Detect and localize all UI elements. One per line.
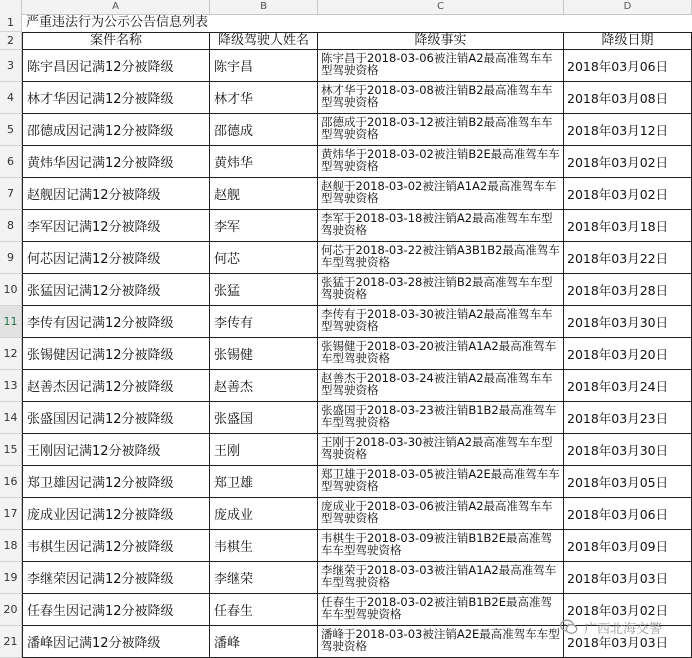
downgrade-fact-cell[interactable]: 任春生于2018-03-02被注销B1B2E最高准驾车车型驾驶资格 xyxy=(318,594,564,626)
downgrade-date-cell[interactable]: 2018年03月20日 xyxy=(564,338,692,370)
row-number[interactable]: 16 xyxy=(0,466,22,498)
downgrade-fact-cell[interactable]: 赵善杰于2018-03-24被注销A2最高准驾车车型驾驶资格 xyxy=(318,370,564,402)
row-number[interactable]: 10 xyxy=(0,274,22,306)
downgrade-fact-cell[interactable]: 黄炜华于2018-03-02被注销B2E最高准驾车车型驾驶资格 xyxy=(318,146,564,178)
row-number[interactable]: 12 xyxy=(0,338,22,370)
row-number[interactable]: 3 xyxy=(0,50,22,82)
case-name-cell[interactable]: 王刚因记满12分被降级 xyxy=(22,434,210,466)
case-name-cell[interactable]: 任春生因记满12分被降级 xyxy=(22,594,210,626)
header-case-name[interactable]: 案件名称 xyxy=(22,32,210,50)
driver-name-cell[interactable]: 郑卫雄 xyxy=(210,466,318,498)
column-header-a[interactable]: A xyxy=(22,0,210,14)
case-name-cell[interactable]: 郑卫雄因记满12分被降级 xyxy=(22,466,210,498)
downgrade-fact-cell[interactable]: 李继荣于2018-03-03被注销A1A2最高准驾车车型驾驶资格 xyxy=(318,562,564,594)
downgrade-date-cell[interactable]: 2018年03月28日 xyxy=(564,274,692,306)
downgrade-date-cell[interactable]: 2018年03月24日 xyxy=(564,370,692,402)
column-header-b[interactable]: B xyxy=(210,0,318,14)
case-name-cell[interactable]: 李继荣因记满12分被降级 xyxy=(22,562,210,594)
downgrade-date-cell[interactable]: 2018年03月05日 xyxy=(564,466,692,498)
header-date[interactable]: 降级日期 xyxy=(564,32,692,50)
downgrade-fact-cell[interactable]: 庞成业于2018-03-06被注销A2最高准驾车车型驾驶资格 xyxy=(318,498,564,530)
downgrade-date-cell[interactable]: 2018年03月08日 xyxy=(564,82,692,114)
driver-name-cell[interactable]: 黄炜华 xyxy=(210,146,318,178)
downgrade-fact-cell[interactable]: 张猛于2018-03-28被注销B2最高准驾车车型驾驶资格 xyxy=(318,274,564,306)
case-name-cell[interactable]: 陈宇昌因记满12分被降级 xyxy=(22,50,210,82)
case-name-cell[interactable]: 赵舰因记满12分被降级 xyxy=(22,178,210,210)
case-name-cell[interactable]: 庞成业因记满12分被降级 xyxy=(22,498,210,530)
downgrade-date-cell[interactable]: 2018年03月18日 xyxy=(564,210,692,242)
watermark xyxy=(560,616,662,638)
row-number[interactable]: 15 xyxy=(0,434,22,466)
row-number[interactable]: 13 xyxy=(0,370,22,402)
row-number[interactable]: 2 xyxy=(0,32,22,50)
row-number[interactable]: 4 xyxy=(0,82,22,114)
row-number[interactable]: 9 xyxy=(0,242,22,274)
case-name-cell[interactable]: 张盛国因记满12分被降级 xyxy=(22,402,210,434)
driver-name-cell[interactable]: 潘峰 xyxy=(210,626,318,658)
driver-name-cell[interactable]: 李传有 xyxy=(210,306,318,338)
driver-name-cell[interactable]: 张猛 xyxy=(210,274,318,306)
downgrade-fact-cell[interactable]: 邵德成于2018-03-12被注销B2最高准驾车车型驾驶资格 xyxy=(318,114,564,146)
header-driver-name[interactable]: 降级驾驶人姓名 xyxy=(210,32,318,50)
row-number[interactable]: 19 xyxy=(0,562,22,594)
row-number[interactable]: 18 xyxy=(0,530,22,562)
driver-name-cell[interactable]: 邵德成 xyxy=(210,114,318,146)
downgrade-date-cell[interactable]: 2018年03月23日 xyxy=(564,402,692,434)
downgrade-fact-cell[interactable]: 郑卫雄于2018-03-05被注销A2E最高准驾车车型驾驶资格 xyxy=(318,466,564,498)
driver-name-cell[interactable]: 庞成业 xyxy=(210,498,318,530)
driver-name-cell[interactable]: 王刚 xyxy=(210,434,318,466)
watermark-text: 广西北海交警 xyxy=(584,621,663,637)
driver-name-cell[interactable]: 陈宇昌 xyxy=(210,50,318,82)
sheet-title[interactable]: 严重违法行为公示公告信息列表 xyxy=(26,15,209,30)
downgrade-date-cell[interactable]: 2018年03月03日 xyxy=(564,562,692,594)
column-header-c[interactable]: C xyxy=(318,0,564,14)
driver-name-cell[interactable]: 张盛国 xyxy=(210,402,318,434)
downgrade-fact-cell[interactable]: 赵舰于2018-03-02被注销A1A2最高准驾车车型驾驶资格 xyxy=(318,178,564,210)
corner-cell[interactable] xyxy=(0,0,22,14)
downgrade-date-cell[interactable]: 2018年03月22日 xyxy=(564,242,692,274)
driver-name-cell[interactable]: 李继荣 xyxy=(210,562,318,594)
downgrade-date-cell[interactable]: 2018年03月03日 xyxy=(564,626,692,658)
case-name-cell[interactable]: 赵善杰因记满12分被降级 xyxy=(22,370,210,402)
row-number[interactable]: 6 xyxy=(0,146,22,178)
case-name-cell[interactable]: 张猛因记满12分被降级 xyxy=(22,274,210,306)
driver-name-cell[interactable]: 李军 xyxy=(210,210,318,242)
row-number[interactable]: 14 xyxy=(0,402,22,434)
driver-name-cell[interactable]: 任春生 xyxy=(210,594,318,626)
downgrade-fact-cell[interactable]: 林才华于2018-03-08被注销B2最高准驾车车型驾驶资格 xyxy=(318,82,564,114)
driver-name-cell[interactable]: 赵善杰 xyxy=(210,370,318,402)
downgrade-date-cell[interactable]: 2018年03月06日 xyxy=(564,50,692,82)
column-header-d[interactable]: D xyxy=(564,0,692,14)
downgrade-fact-cell[interactable]: 李传有于2018-03-30被注销A2最高准驾车车型驾驶资格 xyxy=(318,306,564,338)
case-name-cell[interactable]: 邵德成因记满12分被降级 xyxy=(22,114,210,146)
downgrade-fact-cell[interactable]: 潘峰于2018-03-03被注销A2E最高准驾车车型驾驶资格 xyxy=(318,626,564,658)
downgrade-date-cell[interactable]: 2018年03月30日 xyxy=(564,434,692,466)
downgrade-date-cell[interactable]: 2018年03月30日 xyxy=(564,306,692,338)
case-name-cell[interactable]: 黄炜华因记满12分被降级 xyxy=(22,146,210,178)
driver-name-cell[interactable]: 林才华 xyxy=(210,82,318,114)
downgrade-fact-cell[interactable]: 韦棋生于2018-03-09被注销B1B2E最高准驾车车型驾驶资格 xyxy=(318,530,564,562)
downgrade-fact-cell[interactable]: 张锡健于2018-03-20被注销A1A2最高准驾车车型驾驶资格 xyxy=(318,338,564,370)
downgrade-fact-cell[interactable]: 何芯于2018-03-22被注销A3B1B2最高准驾车车型驾驶资格 xyxy=(318,242,564,274)
case-name-cell[interactable]: 何芯因记满12分被降级 xyxy=(22,242,210,274)
case-name-cell[interactable]: 李军因记满12分被降级 xyxy=(22,210,210,242)
driver-name-cell[interactable]: 何芯 xyxy=(210,242,318,274)
column-header-bar xyxy=(0,0,692,15)
downgrade-fact-cell[interactable]: 陈宇昌于2018-03-06被注销A2最高准驾车车型驾驶资格 xyxy=(318,50,564,82)
downgrade-date-cell[interactable]: 2018年03月02日 xyxy=(564,178,692,210)
row-number[interactable]: 21 xyxy=(0,626,22,658)
case-name-cell[interactable]: 潘峰因记满12分被降级 xyxy=(22,626,210,658)
downgrade-date-cell[interactable]: 2018年03月02日 xyxy=(564,594,692,626)
downgrade-fact-cell[interactable]: 王刚于2018-03-30被注销A2最高准驾车车型驾驶资格 xyxy=(318,434,564,466)
row-number[interactable]: 5 xyxy=(0,114,22,146)
downgrade-fact-cell[interactable]: 张盛国于2018-03-23被注销B1B2最高准驾车车型驾驶资格 xyxy=(318,402,564,434)
downgrade-fact-cell[interactable]: 李军于2018-03-18被注销A2最高准驾车车型驾驶资格 xyxy=(318,210,564,242)
row-number[interactable]: 11 xyxy=(0,306,22,338)
driver-name-cell[interactable]: 韦棋生 xyxy=(210,530,318,562)
driver-name-cell[interactable]: 赵舰 xyxy=(210,178,318,210)
case-name-cell[interactable]: 李传有因记满12分被降级 xyxy=(22,306,210,338)
case-name-cell[interactable]: 林才华因记满12分被降级 xyxy=(22,82,210,114)
row-number[interactable]: 8 xyxy=(0,210,22,242)
row-number[interactable]: 7 xyxy=(0,178,22,210)
downgrade-date-cell[interactable]: 2018年03月12日 xyxy=(564,114,692,146)
wechat-icon xyxy=(560,619,578,635)
row-number[interactable]: 20 xyxy=(0,594,22,626)
row-number[interactable]: 17 xyxy=(0,498,22,530)
header-fact[interactable]: 降级事实 xyxy=(318,32,564,50)
downgrade-date-cell[interactable]: 2018年03月06日 xyxy=(564,498,692,530)
driver-name-cell[interactable]: 张锡健 xyxy=(210,338,318,370)
case-name-cell[interactable]: 韦棋生因记满12分被降级 xyxy=(22,530,210,562)
downgrade-date-cell[interactable]: 2018年03月02日 xyxy=(564,146,692,178)
downgrade-date-cell[interactable]: 2018年03月09日 xyxy=(564,530,692,562)
case-name-cell[interactable]: 张锡健因记满12分被降级 xyxy=(22,338,210,370)
row-number[interactable]: 1 xyxy=(0,14,22,32)
